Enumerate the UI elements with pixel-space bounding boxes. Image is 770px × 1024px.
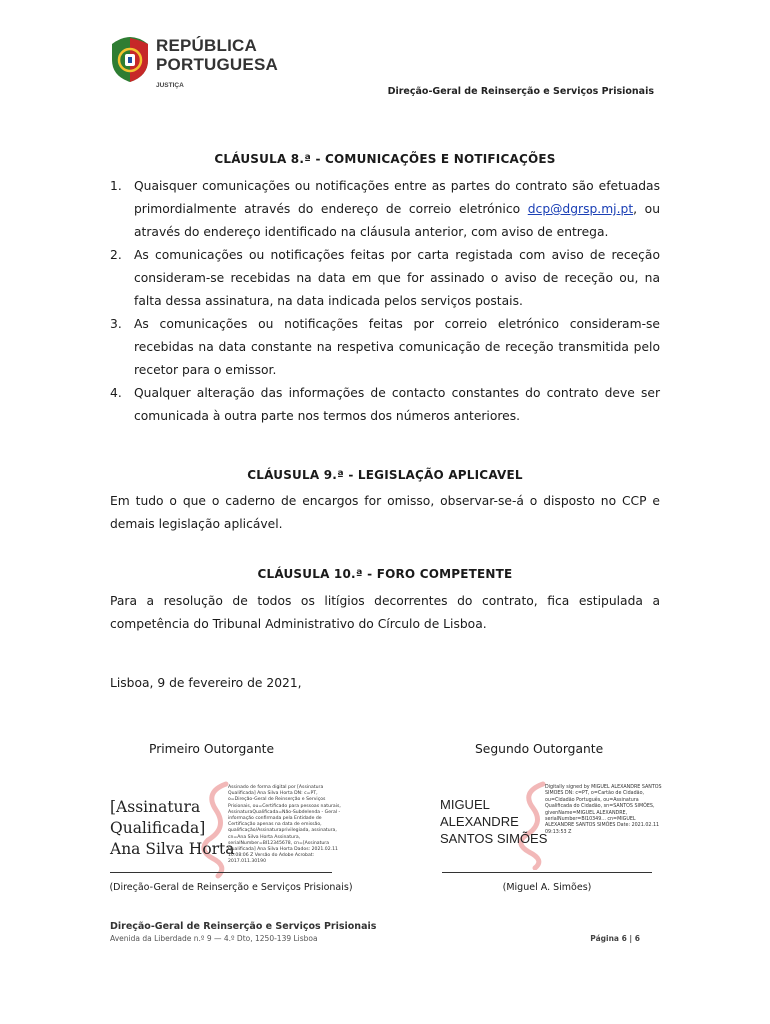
signature-name-line: Qualificada] bbox=[110, 819, 206, 837]
first-signature-name bbox=[110, 797, 235, 860]
logo-text-republica: REPÚBLICA bbox=[156, 36, 257, 55]
place-date: Lisboa, 9 de fevereiro de 2021, bbox=[110, 676, 302, 690]
clause-8-item-4 bbox=[110, 382, 660, 428]
signature-name-line: MIGUEL bbox=[440, 797, 490, 812]
first-signature-details: Assinado de forma digital por [Assinatura Qualificada] Ana Silva Horta DN: c=PT, o=Direção-Geral de Reinserção e Serviços Prisionais, ou=Certificado para pessoas naturais, AssinaturaQualificada=Não-Subdelenda - Geral - informação confirmada pela Entidade de Certificação apenas na data de emissão, qualificação/Assinaturaprivilegiada, assinatura, cn=Ana Silva Horta Assinatura, serialNumber=BI12345678, cn=[Assinatura Qualificada] Ana Silva Horta Dados: 2021.02.11 10:08:06 Z Versão do Adobe Acrobat: 2017.011.30190 bbox=[228, 785, 341, 865]
first-signature-caption: (Direção-Geral de Reinserção e Serviços Prisionais) bbox=[109, 882, 353, 893]
signature-name-line: SANTOS SIMÕES bbox=[440, 831, 548, 846]
signature-name-line: Ana Silva Horta bbox=[110, 840, 235, 858]
republica-portuguesa-logo bbox=[108, 34, 278, 96]
footer-organization: Direção-Geral de Reinserção e Serviços Prisionais bbox=[110, 921, 377, 932]
clause-8-item-3 bbox=[110, 313, 660, 382]
item-number: 2. bbox=[110, 248, 122, 262]
second-signature-name bbox=[440, 796, 547, 847]
signature-name-line: [Assinatura bbox=[110, 798, 201, 816]
header-organization: Direção-Geral de Reinserção e Serviços Prisionais bbox=[387, 86, 654, 97]
second-signature-line bbox=[442, 872, 652, 873]
logo-text-justica: JUSTIÇA bbox=[156, 82, 184, 89]
logo-text-portuguesa: PORTUGUESA bbox=[156, 55, 278, 74]
clause-8-item-2 bbox=[110, 244, 660, 313]
footer-address: Avenida da Liberdade n.º 9 — 4.º Dto, 1250-139 Lisboa bbox=[110, 934, 318, 943]
page-number: Página 6 | 6 bbox=[590, 934, 640, 943]
email-link[interactable]: dcp@dgrsp.mj.pt bbox=[527, 202, 634, 216]
clause-10-title: CLÁUSULA 10.ª - FORO COMPETENTE bbox=[257, 567, 513, 581]
clause-8-item-1 bbox=[110, 175, 660, 244]
second-party-role: Segundo Outorgante bbox=[475, 742, 604, 756]
item-text: Qualquer alteração das informações de contacto constantes do contrato deve ser comunicada à outra parte nos termos dos números anteriores. bbox=[134, 386, 660, 423]
clause-9-text: Em tudo o que o caderno de encargos for omisso, observar-se-á o disposto no CCP e demais legislação aplicável. bbox=[110, 494, 660, 531]
item-text-after: , ou através do endereço identificado na cláusula anterior, com aviso de entrega. bbox=[134, 202, 660, 239]
item-text: As comunicações ou notificações feitas por correio eletrónico consideram-se recebidas na data constante na respetiva comunicação de receção transmitida pelo recetor para o emissor. bbox=[134, 317, 660, 377]
first-signature-line bbox=[110, 872, 332, 873]
item-text-before: Quaisquer comunicações ou notificações entre as partes do contrato são efetuadas primordialmente através do endereço de correio eletrónico bbox=[134, 179, 660, 216]
item-number: 3. bbox=[110, 317, 122, 331]
clause-10-text: Para a resolução de todos os litígios decorrentes do contrato, fica estipulada a competência do Tribunal Administrativo do Círculo de Lisboa. bbox=[110, 594, 660, 631]
item-number: 1. bbox=[110, 179, 122, 193]
item-number: 4. bbox=[110, 386, 122, 400]
clause-9-title: CLÁUSULA 9.ª - LEGISLAÇÃO APLICAVEL bbox=[247, 468, 523, 482]
signature-name-line: ALEXANDRE bbox=[440, 814, 519, 829]
clause-8-title: CLÁUSULA 8.ª - COMUNICAÇÕES E NOTIFICAÇÕES bbox=[214, 152, 556, 166]
second-signature-caption: (Miguel A. Simões) bbox=[502, 882, 592, 893]
second-signature-details: Digitally signed by MIGUEL ALEXANDRE SANTOS SIMOES DN: c=PT, o=Cartão de Cidadão, ou=Cidadão Português, ou=Assinatura Qualificada do Cidadão, sn=SANTOS SIMÕES, givenName=MIGUEL ALEXANDRE, serialNumber=BI10349... cn=MIGUEL ALEXANDRE SANTOS SIMÕES Date: 2021.02.11 09:13:53 Z bbox=[545, 785, 662, 835]
item-text: As comunicações ou notificações feitas por carta registada com aviso de receção consideram-se recebidas na data em que for assinado o aviso de receção ou, na falta dessa assinatura, na data indicada pelos serviços postais. bbox=[134, 248, 660, 308]
first-party-role: Primeiro Outorgante bbox=[149, 742, 275, 756]
clause-8-list bbox=[110, 175, 660, 428]
coat-of-arms-icon bbox=[108, 34, 152, 84]
